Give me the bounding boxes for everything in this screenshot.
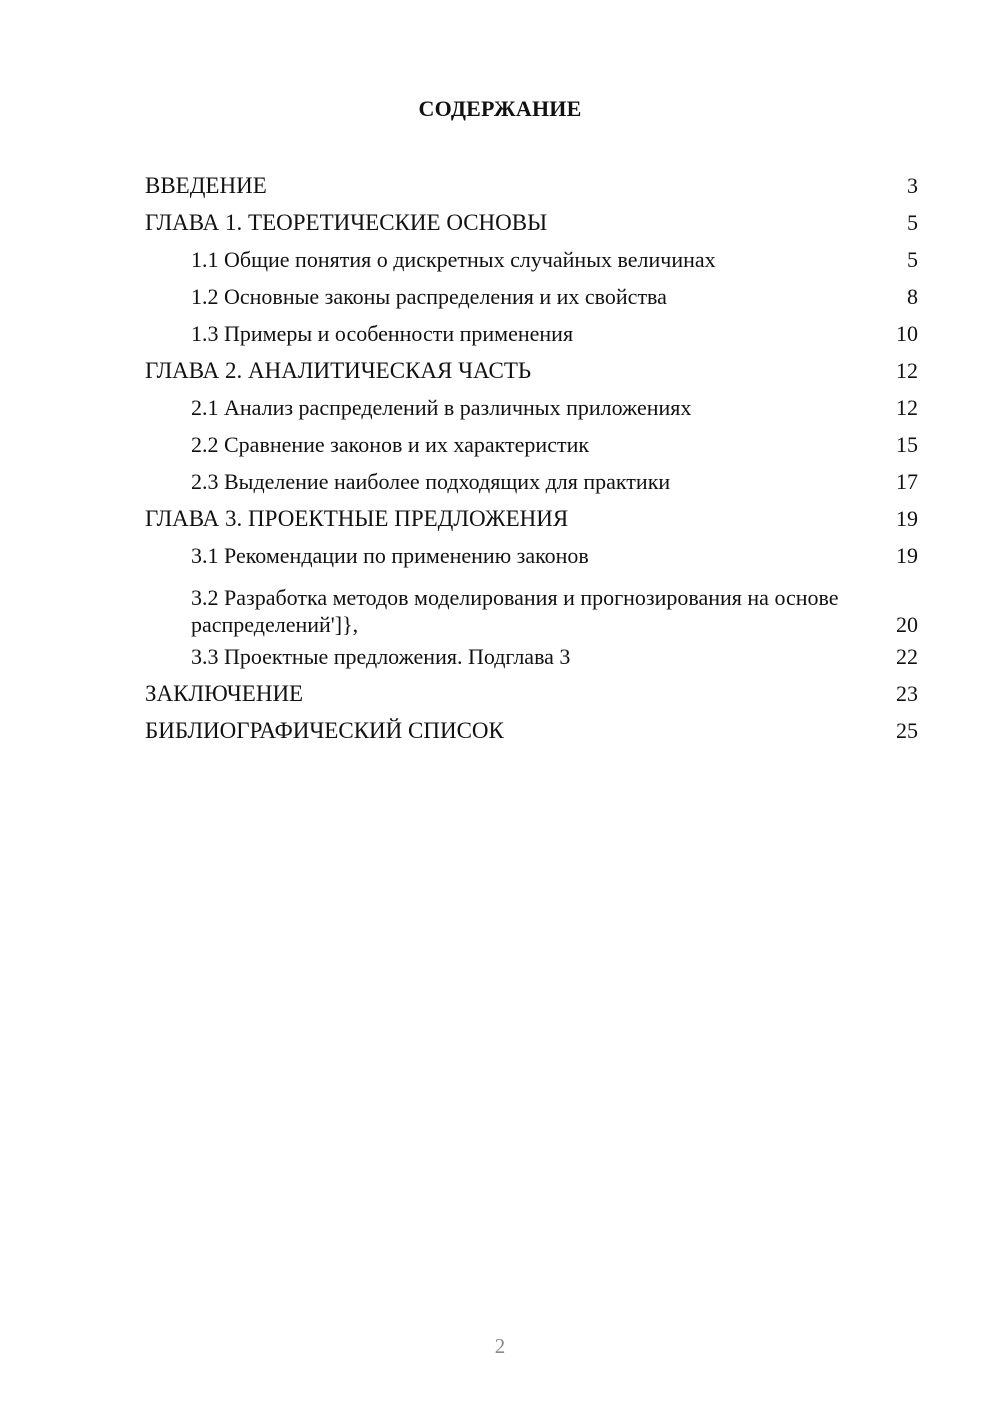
toc-entry-page: 19 [896,543,918,568]
toc-entry-chapter-1[interactable] [145,204,918,241]
toc-entry-section-2-1[interactable] [145,389,918,426]
toc-entry-page: 10 [896,321,918,346]
toc-entry-page: 25 [896,718,918,743]
toc-entry-label: ЗАКЛЮЧЕНИЕ [145,681,304,706]
toc-entry-label: 1.3 Примеры и особенности применения [191,321,574,346]
toc-entry-page: 8 [907,284,918,309]
toc-entry-label: ГЛАВА 3. ПРОЕКТНЫЕ ПРЕДЛОЖЕНИЯ [145,506,569,531]
toc-entry-section-3-2[interactable] [145,574,918,638]
toc-entry-label: 2.1 Анализ распределений в различных приложениях [191,395,692,420]
toc-entry-label: 3.2 Разработка методов моделирования и прогнозирования на основе распределений']}, [191,585,839,637]
page-title: СОДЕРЖАНИЕ [418,96,582,121]
toc-entry-label: ВВЕДЕНИЕ [145,173,267,198]
toc-entry-section-2-2[interactable] [145,426,918,463]
toc-entry-page: 15 [896,432,918,457]
toc-entry-page: 20 [896,612,918,637]
toc-entry-conclusion[interactable] [145,675,918,712]
page-number: 2 [494,1334,506,1358]
toc-entry-page: 5 [907,210,918,235]
toc-entry-label: ГЛАВА 1. ТЕОРЕТИЧЕСКИЕ ОСНОВЫ [145,210,548,235]
toc-entry-label: 2.2 Сравнение законов и их характеристик [191,432,590,457]
toc-entry-page: 22 [896,644,918,669]
toc-entry-label: 1.2 Основные законы распределения и их свойства [191,284,667,309]
toc-entry-chapter-2[interactable] [145,352,918,389]
toc-entry-page: 23 [896,681,918,706]
toc-entry-label: ГЛАВА 2. АНАЛИТИЧЕСКАЯ ЧАСТЬ [145,358,532,383]
toc-entry-section-1-2[interactable] [145,278,918,315]
toc-entry-page: 5 [907,247,918,272]
toc-entry-section-2-3[interactable] [145,463,918,500]
toc-entry-section-3-3[interactable] [145,638,918,675]
toc-entry-label: 1.1 Общие понятия о дискретных случайных величинах [191,247,716,272]
toc-entry-section-1-1[interactable] [145,241,918,278]
table-of-contents [145,167,918,749]
toc-entry-chapter-3[interactable] [145,500,918,537]
toc-entry-label: 3.1 Рекомендации по применению законов [191,543,589,568]
toc-entry-section-3-1[interactable] [145,537,918,574]
toc-entry-section-1-3[interactable] [145,315,918,352]
toc-entry-page: 17 [896,469,918,494]
toc-entry-page: 12 [896,395,918,420]
toc-entry-page: 3 [907,173,918,198]
toc-entry-label: 2.3 Выделение наиболее подходящих для практики [191,469,671,494]
toc-entry-label: 3.3 Проектные предложения. Подглава 3 [191,644,571,669]
toc-entry-page: 19 [896,506,918,531]
toc-entry-introduction[interactable] [145,167,918,204]
toc-entry-bibliography[interactable] [145,712,918,749]
toc-entry-label: БИБЛИОГРАФИЧЕСКИЙ СПИСОК [145,718,504,743]
toc-entry-page: 12 [896,358,918,383]
